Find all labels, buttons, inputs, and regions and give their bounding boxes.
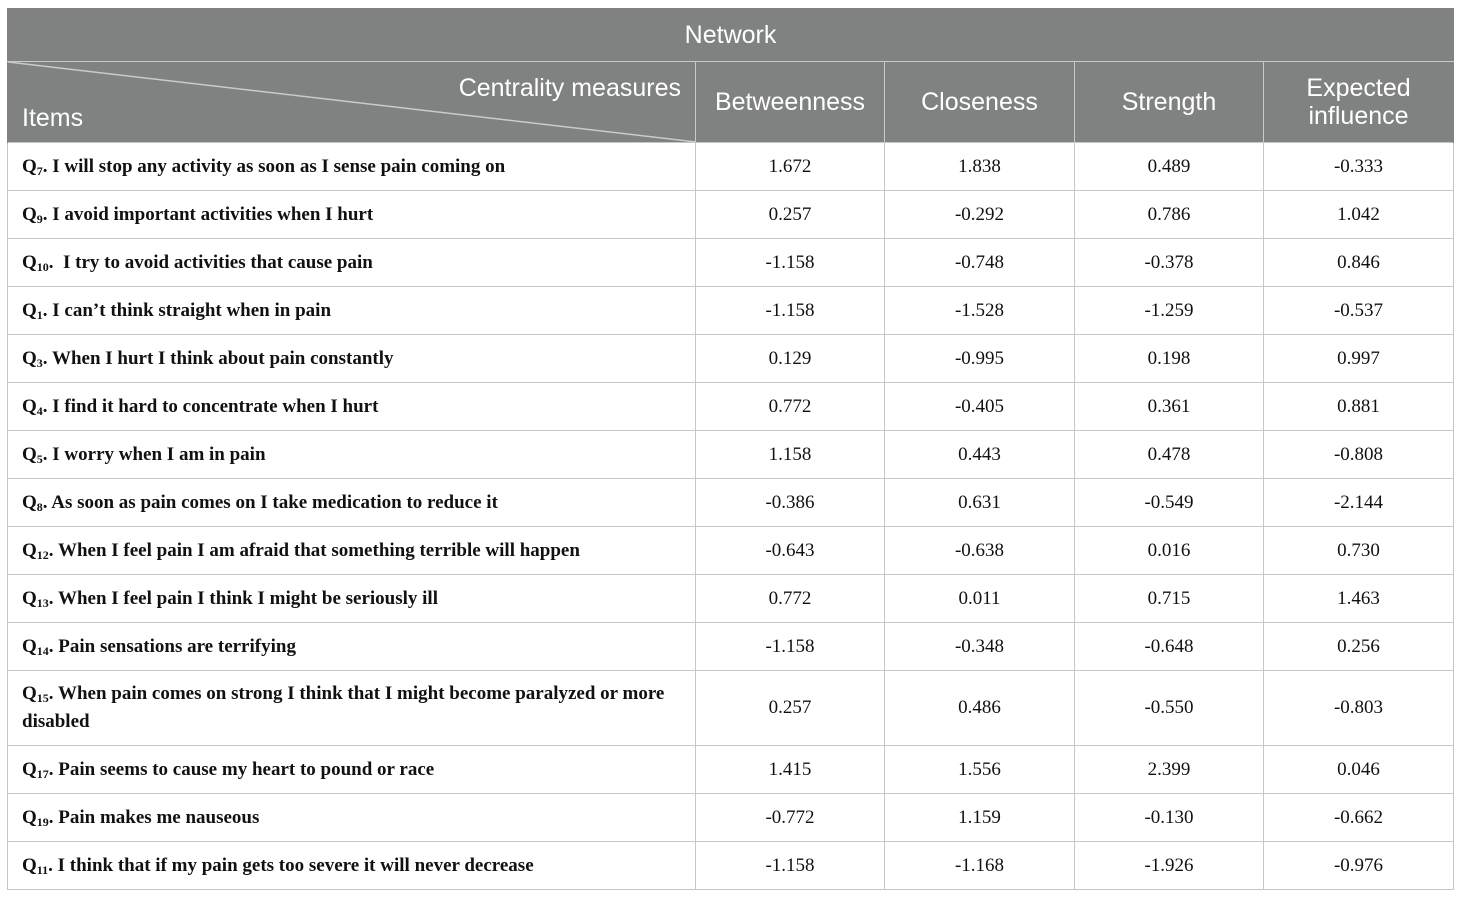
closeness-cell: -0.995 — [885, 335, 1075, 383]
item-cell — [8, 479, 696, 527]
item-question-letter: Q — [22, 251, 37, 273]
expected-influence-cell: -0.803 — [1264, 671, 1454, 746]
expected-influence-cell: 0.997 — [1264, 335, 1454, 383]
items-label: Items — [22, 104, 84, 132]
expected-influence-cell: -0.537 — [1264, 287, 1454, 335]
item-question-number: 14 — [36, 643, 49, 658]
betweenness-cell: 0.257 — [696, 191, 885, 239]
betweenness-cell: 1.158 — [696, 431, 885, 479]
betweenness-cell: 0.772 — [696, 383, 885, 431]
item-question-letter: Q — [22, 683, 37, 704]
expected-influence-cell: -0.808 — [1264, 431, 1454, 479]
betweenness-cell: -0.643 — [696, 527, 885, 575]
table-row — [8, 431, 1454, 479]
network-group-header: Network — [8, 9, 1454, 62]
item-text: . Pain makes me nauseous — [48, 806, 260, 828]
item-question-letter: Q — [22, 635, 37, 657]
item-text: . When pain comes on strong I think that I might become paralyzed or more disabled — [22, 683, 670, 732]
expected-influence-cell: -0.333 — [1264, 143, 1454, 191]
table-row — [8, 335, 1454, 383]
item-question-number: 8 — [36, 499, 43, 514]
strength-cell: 0.715 — [1075, 575, 1264, 623]
closeness-cell: -0.405 — [885, 383, 1075, 431]
item-cell — [8, 143, 696, 191]
centrality-measures-label: Centrality measures — [458, 74, 681, 102]
strength-cell: 0.489 — [1075, 143, 1264, 191]
closeness-cell: 0.011 — [885, 575, 1075, 623]
closeness-cell: -0.638 — [885, 527, 1075, 575]
betweenness-cell: -1.158 — [696, 287, 885, 335]
table-row — [8, 746, 1454, 794]
item-question-letter: Q — [22, 539, 37, 561]
item-question-letter: Q — [22, 491, 37, 513]
betweenness-cell: 0.772 — [696, 575, 885, 623]
column-header-closeness: Closeness — [885, 62, 1075, 143]
item-cell — [8, 431, 696, 479]
item-question-letter: Q — [22, 203, 37, 225]
item-question-number: 4 — [36, 403, 43, 418]
strength-cell: -0.130 — [1075, 794, 1264, 842]
closeness-cell: -0.292 — [885, 191, 1075, 239]
table-row — [8, 479, 1454, 527]
expected-influence-cell: 0.730 — [1264, 527, 1454, 575]
item-text: . Pain seems to cause my heart to pound or race — [48, 758, 435, 780]
centrality-table — [7, 8, 1454, 890]
item-text: . I try to avoid activities that cause pain — [48, 251, 373, 273]
item-cell — [8, 335, 696, 383]
closeness-cell: 0.486 — [885, 671, 1075, 746]
betweenness-cell: -1.158 — [696, 239, 885, 287]
table-row — [8, 575, 1454, 623]
closeness-cell: 0.631 — [885, 479, 1075, 527]
table-row — [8, 143, 1454, 191]
item-question-number: 19 — [36, 814, 49, 829]
item-question-letter: Q — [22, 587, 37, 609]
item-question-number: 7 — [36, 163, 43, 178]
item-cell — [8, 623, 696, 671]
strength-cell: -0.549 — [1075, 479, 1264, 527]
item-text: . I can’t think straight when in pain — [42, 299, 332, 321]
strength-cell: 0.198 — [1075, 335, 1264, 383]
strength-cell: 0.786 — [1075, 191, 1264, 239]
item-question-number: 10 — [36, 259, 49, 274]
item-question-letter: Q — [22, 758, 37, 780]
item-cell — [8, 794, 696, 842]
column-header-row — [8, 62, 1454, 143]
strength-cell: -0.378 — [1075, 239, 1264, 287]
strength-cell: 2.399 — [1075, 746, 1264, 794]
column-header-strength: Strength — [1075, 62, 1264, 143]
expected-influence-cell: 0.881 — [1264, 383, 1454, 431]
item-text: . I avoid important activities when I hurt — [42, 203, 374, 225]
expected-influence-cell: 0.846 — [1264, 239, 1454, 287]
item-cell — [8, 191, 696, 239]
item-question-number: 5 — [36, 451, 43, 466]
item-question-number: 13 — [36, 595, 49, 610]
item-cell — [8, 383, 696, 431]
betweenness-cell: 1.672 — [696, 143, 885, 191]
table-row — [8, 623, 1454, 671]
item-question-letter: Q — [22, 347, 37, 369]
table-row — [8, 842, 1454, 890]
strength-cell: -1.259 — [1075, 287, 1264, 335]
expected-influence-cell: 1.463 — [1264, 575, 1454, 623]
expected-influence-cell: 0.046 — [1264, 746, 1454, 794]
item-question-number: 1 — [36, 307, 43, 322]
closeness-cell: -1.168 — [885, 842, 1075, 890]
item-cell — [8, 575, 696, 623]
item-cell — [8, 239, 696, 287]
betweenness-cell: -1.158 — [696, 842, 885, 890]
expected-influence-cell: -2.144 — [1264, 479, 1454, 527]
betweenness-cell: -0.772 — [696, 794, 885, 842]
item-cell — [8, 671, 696, 746]
betweenness-cell: -1.158 — [696, 623, 885, 671]
item-question-number: 15 — [36, 691, 49, 705]
item-question-number: 11 — [36, 862, 49, 877]
group-header-row — [8, 9, 1454, 62]
item-cell — [8, 842, 696, 890]
strength-cell: -1.926 — [1075, 842, 1264, 890]
item-question-letter: Q — [22, 299, 37, 321]
table-row — [8, 671, 1454, 746]
closeness-cell: 1.556 — [885, 746, 1075, 794]
diagonal-corner-header — [8, 62, 696, 143]
item-question-letter: Q — [22, 443, 37, 465]
betweenness-cell: 1.415 — [696, 746, 885, 794]
expected-influence-cell: -0.662 — [1264, 794, 1454, 842]
item-question-letter: Q — [22, 395, 37, 417]
table-row — [8, 191, 1454, 239]
table-row — [8, 794, 1454, 842]
table-row — [8, 383, 1454, 431]
table-row — [8, 287, 1454, 335]
betweenness-cell: 0.257 — [696, 671, 885, 746]
item-text: . I worry when I am in pain — [42, 443, 266, 465]
item-text: . I think that if my pain gets too severe it will never decrease — [48, 854, 534, 876]
item-question-letter: Q — [22, 806, 37, 828]
item-question-number: 17 — [36, 766, 49, 781]
expected-influence-cell: -0.976 — [1264, 842, 1454, 890]
item-text: . I will stop any activity as soon as I sense pain coming on — [42, 155, 506, 177]
table-body — [8, 143, 1454, 890]
item-text: . When I feel pain I am afraid that something terrible will happen — [48, 539, 580, 561]
item-text: . I find it hard to concentrate when I hurt — [42, 395, 379, 417]
betweenness-cell: -0.386 — [696, 479, 885, 527]
item-question-letter: Q — [22, 155, 37, 177]
closeness-cell: 1.159 — [885, 794, 1075, 842]
column-header-expected-influence: Expected influence — [1264, 62, 1454, 143]
strength-cell: -0.648 — [1075, 623, 1264, 671]
strength-cell: 0.478 — [1075, 431, 1264, 479]
item-question-number: 9 — [36, 211, 43, 226]
table-row — [8, 239, 1454, 287]
strength-cell: 0.361 — [1075, 383, 1264, 431]
item-cell — [8, 527, 696, 575]
item-cell — [8, 287, 696, 335]
closeness-cell: -0.348 — [885, 623, 1075, 671]
item-question-number: 12 — [36, 547, 49, 562]
item-question-letter: Q — [22, 854, 37, 876]
item-text: . When I feel pain I think I might be seriously ill — [48, 587, 438, 609]
betweenness-cell: 0.129 — [696, 335, 885, 383]
centrality-table-container — [7, 8, 1453, 890]
item-text: . Pain sensations are terrifying — [48, 635, 296, 657]
closeness-cell: -1.528 — [885, 287, 1075, 335]
closeness-cell: -0.748 — [885, 239, 1075, 287]
closeness-cell: 1.838 — [885, 143, 1075, 191]
item-cell — [8, 746, 696, 794]
column-header-betweenness: Betweenness — [696, 62, 885, 143]
closeness-cell: 0.443 — [885, 431, 1075, 479]
table-row — [8, 527, 1454, 575]
item-question-number: 3 — [36, 355, 43, 370]
item-text: . As soon as pain comes on I take medication to reduce it — [42, 491, 498, 513]
strength-cell: 0.016 — [1075, 527, 1264, 575]
expected-influence-cell: 1.042 — [1264, 191, 1454, 239]
strength-cell: -0.550 — [1075, 671, 1264, 746]
item-text: . When I hurt I think about pain constantly — [42, 347, 394, 369]
expected-influence-cell: 0.256 — [1264, 623, 1454, 671]
